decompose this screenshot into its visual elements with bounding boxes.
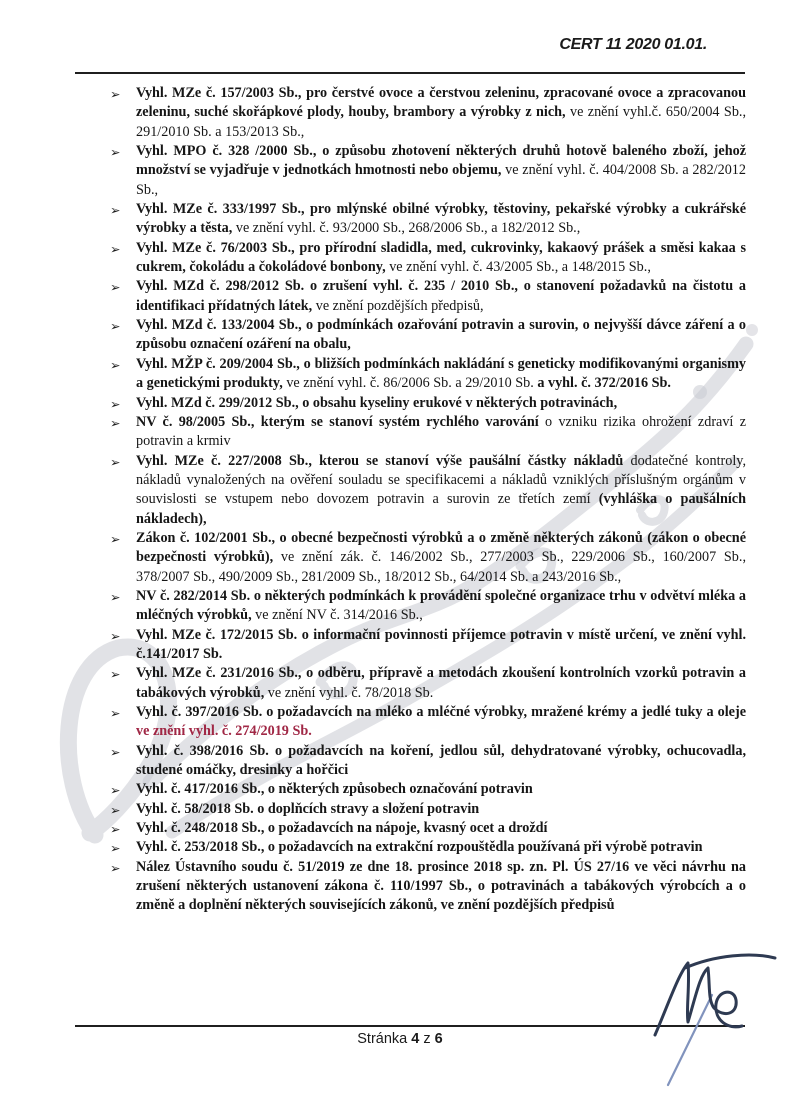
decree-list bbox=[110, 84, 746, 916]
list-item bbox=[110, 838, 746, 857]
page-number-footer bbox=[0, 1031, 800, 1047]
list-item-text: Vyhl. č. 398/2016 Sb. o požadavcích na koření, jedlou sůl, dehydratované výrobky, ochucovadla, studené omáčky, dresinky a hořčici bbox=[136, 742, 746, 779]
arrow-bullet-icon: ➢ bbox=[110, 241, 121, 257]
footer-total-pages: 6 bbox=[434, 1031, 443, 1047]
list-item-text: Vyhl. MPO č. 328 /2000 Sb., o způsobu zhotovení některých druhů hotově baleného zboží, jehož množství se vyjadřuje v jednotkách hmotnosti nebo objemu, ve znění vyhl. č. 404/2008 Sb. a 282/2012 Sb., bbox=[136, 143, 746, 198]
arrow-bullet-icon: ➢ bbox=[110, 396, 121, 411]
list-item-text: Vyhl. MZe č. 227/2008 Sb., kterou se stanoví výše paušální částky nákladů dodatečné kontroly, nákladů vynaložených na ověření souladu se specifikacemi a nákladů vzniklých příslušným orgánům v souvislosti se vstupem nebo dovozem potravin a surovin ze třetích zemí (vyhláška o paušálních nákladech), bbox=[136, 452, 746, 527]
list-item bbox=[110, 413, 746, 452]
arrow-bullet-icon: ➢ bbox=[110, 744, 121, 760]
list-item-text: Vyhl. MZd č. 298/2012 Sb. o zrušení vyhl. č. 235 / 2010 Sb., o stanovení požadavků na čistotu a identifikaci přídatných látek, ve znění pozdějších předpisů, bbox=[136, 278, 746, 314]
arrow-bullet-icon: ➢ bbox=[110, 415, 121, 431]
arrow-bullet-icon: ➢ bbox=[110, 318, 121, 334]
list-item bbox=[110, 239, 746, 278]
arrow-bullet-icon: ➢ bbox=[110, 782, 121, 798]
list-item bbox=[110, 529, 746, 587]
signature-icon bbox=[600, 930, 800, 1100]
list-item bbox=[110, 142, 746, 200]
list-item-text: Vyhl. MZe č. 157/2003 Sb., pro čerstvé ovoce a čerstvou zeleninu, zpracované ovoce a zpracovanou zeleninu, suché skořápkové plody, houby, brambory a výrobky z nich, ve znění vyhl.č. 650/2004 Sb., 291/2010 Sb. a 153/2013 Sb., bbox=[136, 85, 747, 140]
list-item bbox=[110, 355, 746, 394]
header-rule bbox=[75, 72, 745, 74]
arrow-bullet-icon: ➢ bbox=[110, 531, 121, 547]
list-item bbox=[110, 452, 746, 529]
arrow-bullet-icon: ➢ bbox=[110, 840, 121, 856]
list-item bbox=[110, 664, 746, 703]
list-item-text: Vyhl. č. 397/2016 Sb. o požadavcích na mléko a mléčné výrobky, mražené krémy a jedlé tuky a oleje ve znění vyhl. č. 274/2019 Sb. bbox=[136, 704, 746, 740]
arrow-bullet-icon: ➢ bbox=[110, 144, 121, 160]
arrow-bullet-icon: ➢ bbox=[110, 802, 121, 818]
list-item-text: Vyhl. MZe č. 231/2016 Sb., o odběru, přípravě a metodách zkoušení kontrolních vzorků potravin a tabákových výrobků, ve znění vyhl. č. 78/2018 Sb. bbox=[136, 665, 746, 701]
list-item-text: NV č. 282/2014 Sb. o některých podmínkách k provádění společné organizace trhu v odvětví mléka a mléčných výrobků, ve znění NV č. 314/2016 Sb., bbox=[136, 587, 746, 624]
list-item-text: Vyhl. č. 58/2018 Sb. o doplňcích stravy a složení potravin bbox=[136, 800, 480, 817]
list-item-text: Vyhl. MŽP č. 209/2004 Sb., o bližších podmínkách nakládání s geneticky modifikovanými organismy a genetickými produkty, ve znění vyhl. č. 86/2006 Sb. a 29/2010 Sb. a vyhl. č. 372/2016 Sb. bbox=[136, 355, 746, 392]
footer-prefix: Stránka bbox=[357, 1031, 408, 1047]
list-item bbox=[110, 819, 746, 838]
footer-page-number: 4 bbox=[411, 1031, 420, 1047]
list-item bbox=[110, 394, 746, 413]
list-item bbox=[110, 626, 746, 665]
list-item-text: Nález Ústavního soudu č. 51/2019 ze dne 18. prosince 2018 sp. zn. Pl. ÚS 27/16 ve věci návrhu na zrušení některých ustanovení zákona č. 110/1997 Sb., o potravinách a tabákových výrobcích a o změně a doplnění některých souvisejících zákonů, ve znění pozdějších předpisů bbox=[136, 858, 746, 914]
list-item bbox=[110, 587, 746, 626]
arrow-bullet-icon: ➢ bbox=[110, 666, 121, 682]
list-item-text: Vyhl. MZe č. 76/2003 Sb., pro přírodní sladidla, med, cukrovinky, kakaový prášek a směsi kakaa s cukrem, čokoládu a čokoládové bonbony, ve znění vyhl. č. 43/2005 Sb., a 148/2015 Sb., bbox=[136, 239, 746, 276]
arrow-bullet-icon: ➢ bbox=[110, 357, 121, 373]
arrow-bullet-icon: ➢ bbox=[110, 454, 121, 470]
list-item bbox=[110, 703, 746, 742]
list-item bbox=[110, 780, 746, 799]
list-item-text: Zákon č. 102/2001 Sb., o obecné bezpečnosti výrobků a o změně některých zákonů (zákon o obecné bezpečnosti výrobků), ve znění zák. č. 146/2002 Sb., 277/2003 Sb., 229/2006 Sb., 160/2007 Sb., 378/2007 Sb., 490/2009 Sb., 281/2009 Sb., 18/2012 Sb., 64/2014 Sb. a 243/2016 Sb., bbox=[136, 529, 746, 585]
list-item-text: Vyhl. MZd č. 299/2012 Sb., o obsahu kyseliny erukové v některých potravinách, bbox=[136, 394, 618, 411]
list-item bbox=[110, 84, 746, 142]
list-item bbox=[110, 277, 746, 316]
list-item-text: Vyhl. č. 253/2018 Sb., o požadavcích na extrakční rozpouštědla používaná při výrobě potravin bbox=[136, 839, 703, 856]
arrow-bullet-icon: ➢ bbox=[110, 628, 121, 644]
footer-of-word: z bbox=[423, 1031, 431, 1047]
list-item-text: Vyhl. MZe č. 172/2015 Sb. o informační povinnosti příjemce potravin v místě určení, ve znění vyhl. č.141/2017 Sb. bbox=[136, 626, 746, 662]
list-item bbox=[110, 742, 746, 781]
arrow-bullet-icon: ➢ bbox=[110, 821, 121, 837]
arrow-bullet-icon: ➢ bbox=[110, 589, 121, 605]
footer-rule bbox=[75, 1025, 745, 1027]
list-item bbox=[110, 316, 746, 355]
arrow-bullet-icon: ➢ bbox=[110, 279, 121, 295]
arrow-bullet-icon: ➢ bbox=[110, 860, 121, 876]
list-item-text: NV č. 98/2005 Sb., kterým se stanoví systém rychlého varování o vzniku rizika ohrožení zdraví z potravin a krmiv bbox=[136, 413, 746, 450]
arrow-bullet-icon: ➢ bbox=[110, 202, 121, 218]
list-item-text: Vyhl. č. 417/2016 Sb., o některých způsobech označování potravin bbox=[136, 781, 533, 798]
list-item-text: Vyhl. MZe č. 333/1997 Sb., pro mlýnské obilné výrobky, těstoviny, pekařské výrobky a cukrářské výrobky a těsta, ve znění vyhl. č. 93/2000 Sb., 268/2006 Sb., a 182/2012 Sb., bbox=[136, 201, 746, 237]
arrow-bullet-icon: ➢ bbox=[110, 86, 121, 102]
list-item bbox=[110, 858, 746, 916]
list-item-text: Vyhl. MZd č. 133/2004 Sb., o podmínkách ozařování potravin a surovin, o nejvyšší dávce záření a o způsobu označení ozáření na obalu, bbox=[136, 317, 746, 353]
list-item bbox=[110, 800, 746, 819]
list-item-text: Vyhl. č. 248/2018 Sb., o požadavcích na nápoje, kvasný ocet a droždí bbox=[136, 820, 548, 837]
document-code: CERT 11 2020 01.01. bbox=[559, 36, 707, 53]
list-item bbox=[110, 200, 746, 239]
arrow-bullet-icon: ➢ bbox=[110, 705, 121, 721]
